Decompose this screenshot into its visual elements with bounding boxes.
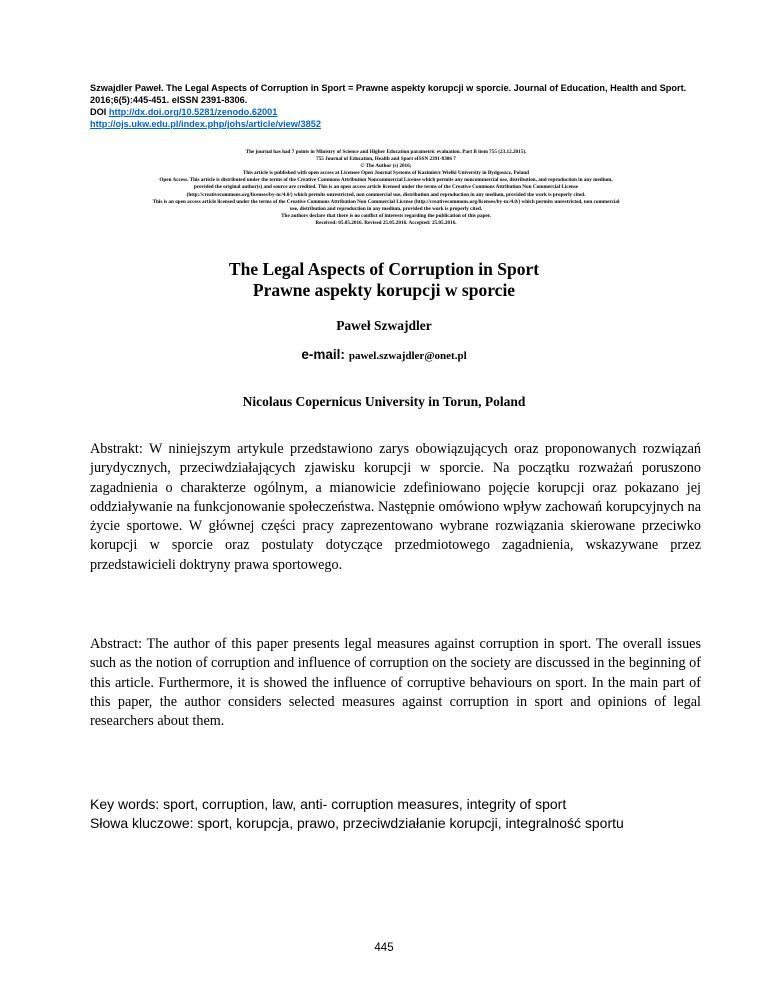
notice-line: This is an open access article licensed under the terms of the Creative Commons Attribution Non Commercial License (http://creativecommons.org/licenses/by-nc/4.0/) which permits unrestricted, non commercial [152, 198, 620, 205]
page-number: 445 [374, 942, 394, 954]
abstract-polish: Abstrakt: W niniejszym artykule przedstawiono zarys obowiązujących oraz proponowanych rozwiązań jurydycznych, przeciwdziałających zjawisku korupcji w sporcie. Na początku rozważań poruszono zagadnienia o charakterze ogólnym, a mianowicie zdefiniowano pojęcie korupcji oraz pokazano jej oddziaływanie na funkcjonowanie społeczeństwa. Następnie omówiono wpływ zachowań korupcyjnych na życie sportowe. W głównej części pracy zaprezentowano wybrane rozwiązania skierowane przeciwko korupcji w sporcie oraz postulaty dotyczące przedmiotowego zagadnienia, wskazywane przez przedstawicieli doktryny prawa sportowego. [90, 441, 701, 573]
notice-line: This article is published with open access at Licensee Open Journal Systems of Kazimierz Wielki University in Bydgoszcz, Poland [242, 170, 530, 177]
abstract-english: Abstract: The author of this paper presents legal measures against corruption in sport. The overall issues such as the notion of corruption and influence of corruption on the society are discussed in the beginning of this article. Furthermore, it is showed the influence of corruptive behaviours on sport. In the main part of this paper, the author considers selected measures against corruption in sport and opinions of legal researchers about them. [90, 636, 701, 730]
notice-line: 755 Journal of Education, Health and Sport eISSN 2391-8306 7 [316, 156, 456, 163]
keywords-block [90, 795, 710, 833]
citation-block [90, 82, 710, 130]
notice-line: The authors declare that there is no conflict of interests regarding the publication of this paper. [281, 212, 491, 219]
title-polish: Prawne aspekty korupcji w sporcie [252, 280, 516, 300]
doi-label: DOI [90, 107, 107, 117]
notice-line: Received: 05.05.2016. Revised 25.05.2016. Accepted: 25.05.2016. [315, 219, 457, 226]
keywords-english: Key words: sport, corruption, law, anti- corruption measures, integrity of sport [90, 796, 567, 812]
email-label: e-mail: [301, 347, 345, 362]
doi-line [90, 106, 710, 118]
author-affiliation: Nicolaus Copernicus University in Torun, Poland [242, 394, 526, 409]
notice-line: Open Access. This article is distributed under the terms of the Creative Commons Attribution Noncommercial License which permits any noncommercial use, distribution, and reproduction in any medium, [159, 177, 613, 184]
article-url-link[interactable]: http://ojs.ukw.edu.pl/index.php/johs/article/view/3852 [90, 119, 321, 129]
notice-line: (http://creativecommons.org/licenses/by-nc/4.0/) which permits unrestricted, non commercial use, distribution and reproduction in any medium, provided the work is properly cited. [186, 191, 586, 198]
doi-link[interactable]: http://dx.doi.org/10.5281/zenodo.62001 [108, 107, 278, 117]
title-english: The Legal Aspects of Corruption in Sport [228, 259, 540, 279]
license-notice [60, 149, 712, 227]
article-url-line [90, 118, 710, 130]
paper-title [0, 259, 768, 301]
notice-line: use, distribution and reproduction in any medium, provided the work is properly cited. [289, 205, 483, 212]
notice-line: provided the original author(s) and source are credited. This is an open access article licensed under the terms of the Creative Commons Attribution Non Commercial License [193, 184, 579, 191]
citation-text: Szwajdler Paweł. The Legal Aspects of Corruption in Sport = Prawne aspekty korupcji w sporcie. Journal of Education, Health and Sport. 2016;6(5):445-451. eISSN 2391-8306. [90, 83, 687, 105]
email-address: pawel.szwajdler@onet.pl [348, 350, 467, 362]
notice-line: © The Author (s) 2016; [360, 163, 412, 170]
keywords-polish: Słowa kluczowe: sport, korupcja, prawo, przeciwdziałanie korupcji, integralność sportu [90, 815, 624, 831]
notice-line: The journal has had 7 points in Ministry of Science and Higher Education parametric evaluation. Part B item 755 (23.12.2015). [245, 149, 527, 155]
author-email-line [0, 346, 768, 364]
author-name: Paweł Szwajdler [336, 318, 432, 333]
